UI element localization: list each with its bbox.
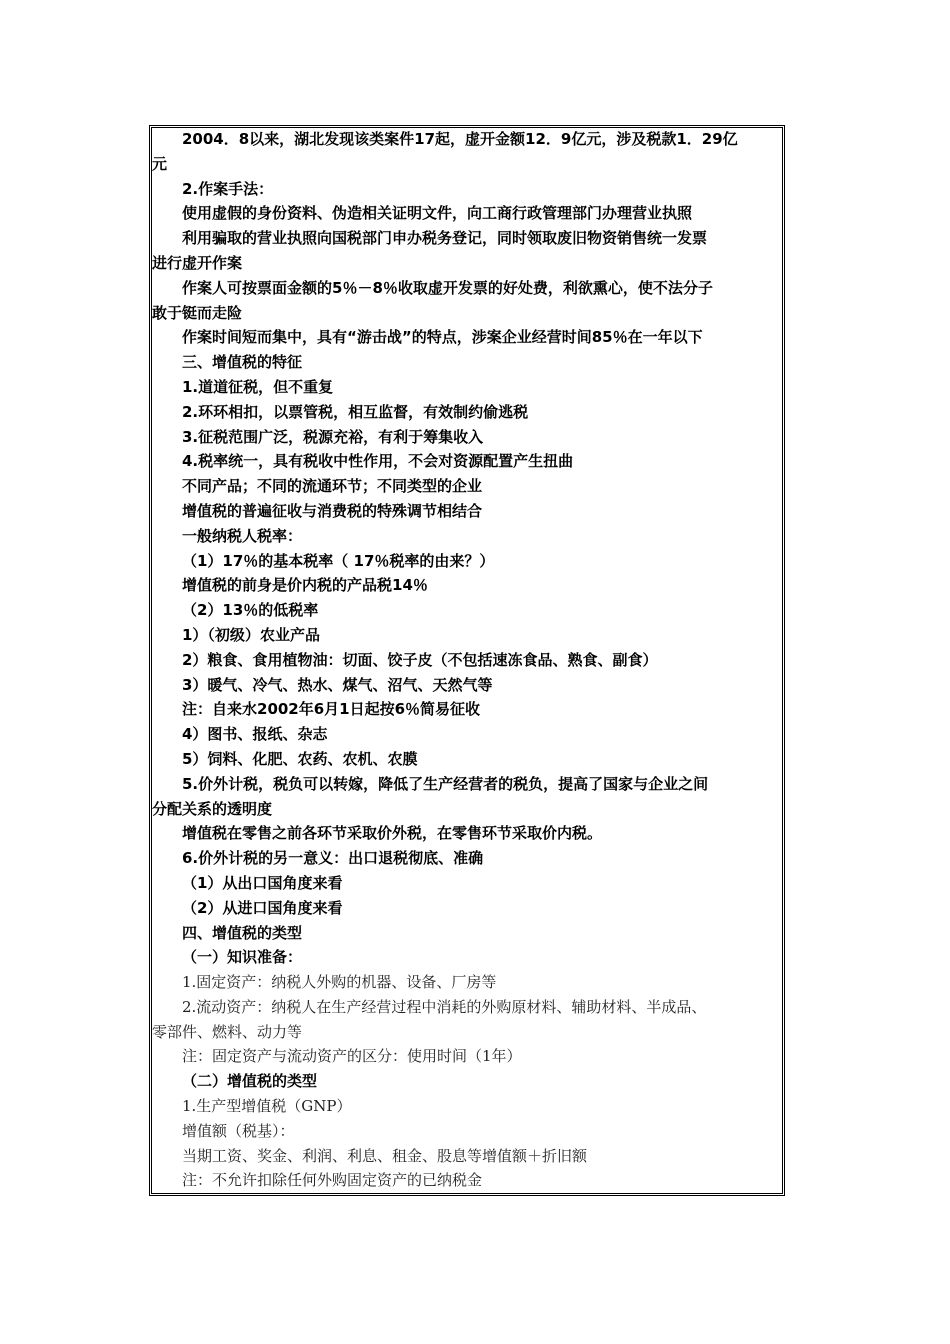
text-line: 注：固定资产与流动资产的区分：使用时间（1年）: [182, 1047, 522, 1066]
text-line: 增值税在零售之前各环节采取价外税，在零售环节采取价内税。: [182, 824, 603, 843]
text-line: 分配关系的透明度: [152, 799, 273, 818]
text-line: 增值税的普遍征收与消费税的特殊调节相结合: [182, 501, 483, 520]
text-line: 2004．8以来，湖北发现该类案件17起，虚开金额12．9亿元，涉及税款1．29亿: [182, 130, 738, 148]
text-line: 增值税的前身是价内税的产品税14％: [182, 576, 428, 595]
text-line: 当期工资、奖金、利润、利息、租金、股息等增值额＋折旧额: [182, 1146, 588, 1165]
text-line: 进行虚开作案: [152, 253, 243, 272]
text-line: 5）饲料、化肥、农药、农机、农膜: [182, 749, 418, 768]
text-line: 6.价外计税的另一意义：出口退税彻底、准确: [182, 849, 484, 868]
text-line: 4）图书、报纸、杂志: [182, 725, 328, 744]
text-line: 使用虚假的身份资料、伪造相关证明文件，向工商行政管理部门办理营业执照: [182, 204, 693, 223]
text-line: 2.流动资产：纳税人在生产经营过程中消耗的外购原材料、辅助材料、半成品、: [182, 997, 707, 1016]
text-line: 5.价外计税，税负可以转嫁，降低了生产经营者的税负，提高了国家与企业之间: [182, 774, 709, 793]
text-line: 敢于铤而走险: [152, 303, 243, 322]
text-line: 1.固定资产：纳税人外购的机器、设备、厂房等: [182, 973, 497, 992]
text-line: 四、增值税的类型: [182, 923, 303, 942]
text-line: 注：自来水2002年6月1日起按6％简易征收: [182, 700, 481, 719]
text-line: （二）增值税的类型: [182, 1072, 318, 1091]
text-line: 2.环环相扣，以票管税，相互监督，有效制约偷逃税: [182, 402, 529, 421]
text-line: 1.生产型增值税（GNP）: [182, 1097, 352, 1116]
text-line: 一般纳税人税率：: [182, 526, 303, 545]
text-line: 3）暖气、冷气、热水、煤气、沼气、天然气等: [182, 675, 493, 694]
text-line: 1）（初级）农业产品: [182, 625, 320, 644]
text-line: 三、增值税的特征: [182, 353, 303, 372]
text-line: （2）13％的低税率: [182, 601, 319, 620]
text-line: 2.作案手法：: [182, 179, 274, 198]
text-line: 不同产品；不同的流通环节；不同类型的企业: [182, 477, 483, 496]
text-line: 元: [152, 154, 168, 173]
text-line: 4.税率统一，具有税收中性作用，不会对资源配置产生扭曲: [182, 452, 574, 471]
document-body: [152, 127, 784, 1193]
text-line: 3.征税范围广泛，税源充裕，有利于筹集收入: [182, 427, 484, 446]
text-line: （1）17％的基本税率（ 17％税率的由来？）: [182, 551, 495, 570]
text-line: 注：不允许扣除任何外购固定资产的已纳税金: [182, 1171, 483, 1190]
text-line: 作案时间短而集中，具有“游击战”的特点，涉案企业经营时间85％在一年以下: [182, 328, 703, 347]
text-line: 2）粮食、食用植物油：切面、饺子皮（不包括速冻食品、熟食、副食）: [182, 650, 658, 669]
text-line: 利用骗取的营业执照向国税部门申办税务登记，同时领取废旧物资销售统一发票: [182, 229, 708, 248]
text-line: 零部件、燃料、动力等: [152, 1022, 303, 1041]
text-line: 作案人可按票面金额的5％－8％收取虚开发票的好处费，利欲熏心，使不法分子: [182, 278, 713, 297]
text-line: 1.道道征税，但不重复: [182, 377, 334, 396]
text-line: （1）从出口国角度来看: [182, 873, 343, 892]
text-line: 增值额（税基）：: [182, 1121, 295, 1140]
text-line: （2）从进口国角度来看: [182, 898, 343, 917]
text-line: （一）知识准备：: [182, 948, 303, 967]
